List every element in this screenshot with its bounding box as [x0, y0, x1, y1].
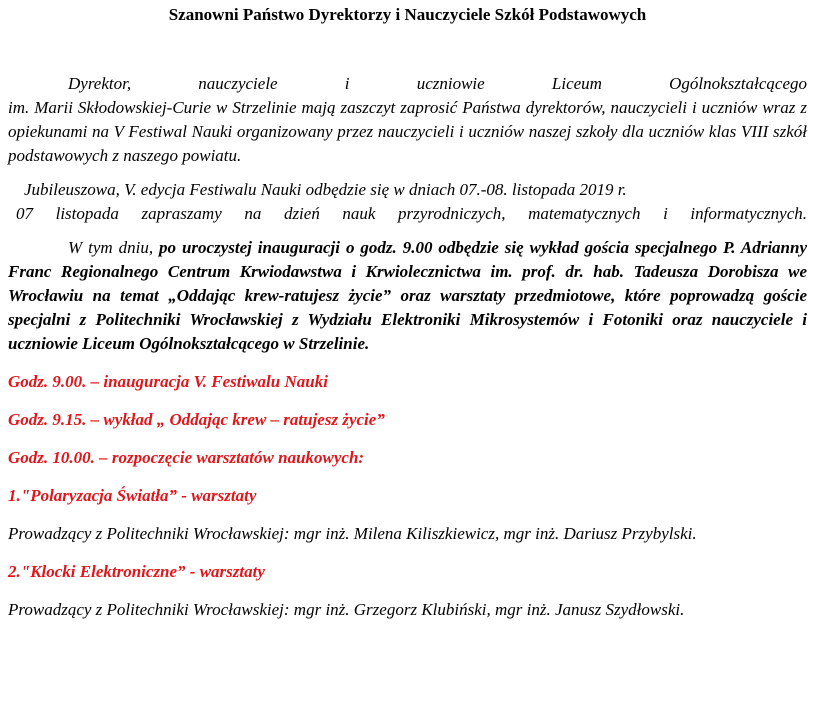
invitation-document: [8, 0, 807, 622]
workshop-leaders: Prowadzący z Politechniki Wrocławskiej: mgr inż. Grzegorz Klubiński, mgr inż. Janusz Szydłowski.: [8, 600, 685, 619]
schedule-item: Godz. 9.00. – inauguracja V. Festiwalu Nauki: [8, 372, 328, 391]
workshop-title: 1."Polaryzacja Światła” - warsztaty: [8, 486, 257, 505]
workshop-title: 2."Klocki Elektroniczne” - warsztaty: [8, 562, 265, 581]
program-intro-plain: W tym dniu,: [68, 238, 154, 257]
jubilee-line-1: Jubileuszowa, V. edycja Festiwalu Nauki odbędzie się w dniach 07.-08. listopada 2019 r.: [24, 180, 627, 199]
schedule-item: Godz. 9.15. – wykład „ Oddając krew – ratujesz życie”: [8, 410, 385, 429]
document-heading: Szanowni Państwo Dyrektorzy i Nauczyciele Szkół Podstawowych: [168, 5, 647, 24]
jubilee-line-2: 07 listopada zapraszamy na dzień nauk przyrodniczych, matematycznych i informatycznych.: [16, 204, 807, 223]
schedule-item: Godz. 10.00. – rozpoczęcie warsztatów naukowych:: [8, 448, 365, 467]
program-intro-bold: po uroczystej inauguracji o godz. 9.00 odbędzie się wykład gościa specjalnego P. Adrianny Franc Regionalnego Centrum Krwiodawstwa i Krwiolecznictwa im. prof. dr. hab. Tadeusza Dorobisza we Wrocławiu na temat „Oddając krew-ratujesz życie” oraz warsztaty przedmiotowe, które poprowadzą goście specjalni z Politechniki Wrocławskiej z Wydziału Elektroniki Mikrosystemów i Fotoniki oraz nauczyciele i uczniowie Liceum Ogólnokształcącego w Strzelinie.: [8, 238, 807, 353]
program-intro-paragraph: [8, 236, 807, 356]
intro-line-1: Dyrektor, nauczyciele i uczniowie Liceum Ogólnokształcącego: [68, 74, 807, 93]
workshop-leaders: Prowadzący z Politechniki Wrocławskiej: mgr inż. Milena Kiliszkiewicz, mgr inż. Dariusz Przybylski.: [8, 524, 697, 543]
intro-paragraph: im. Marii Skłodowskiej-Curie w Strzelinie mają zaszczyt zaprosić Państwa dyrektorów, nauczycieli i uczniów wraz z opiekunami na V Festiwal Nauki organizowany przez nauczycieli i uczniów naszej szkoły dla uczniów klas VIII szkół podstawowych z naszego powiatu.: [8, 98, 807, 165]
